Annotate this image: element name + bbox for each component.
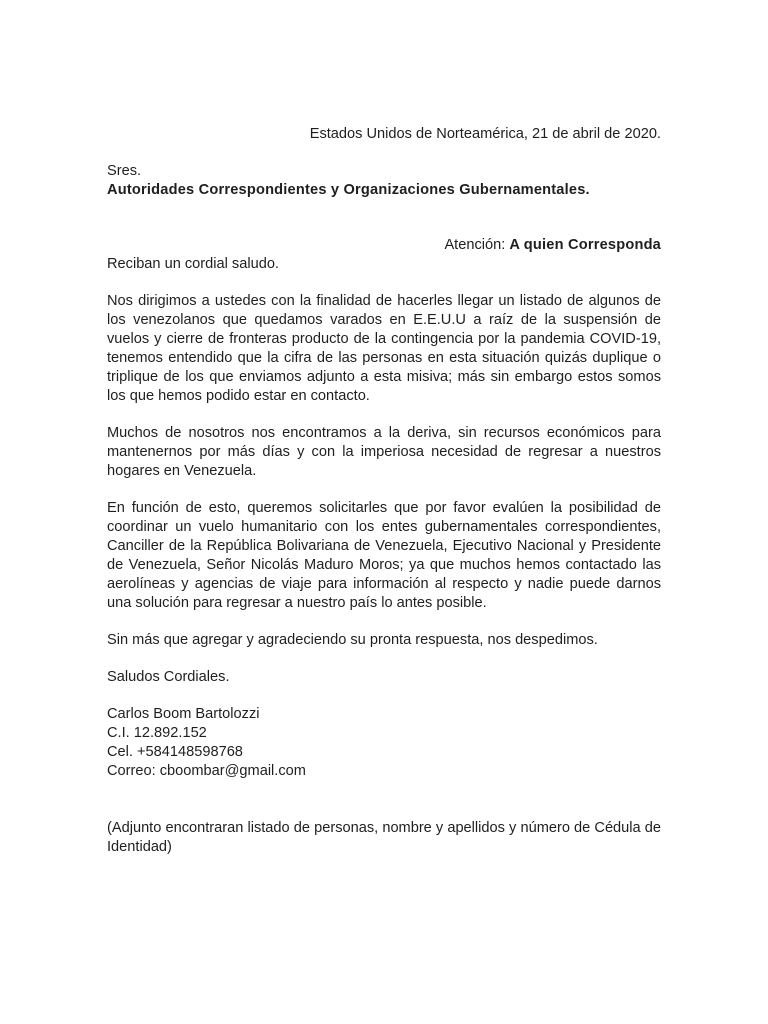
signature-phone: Cel. +584148598768 [107, 744, 243, 760]
body-paragraph-3: En función de esto, queremos solicitarles que por favor evalúen la posibilidad de coordinar un vuelo humanitario con los entes gubernamentales correspondientes, Canciller de la República Bolivariana de Venezuela, Ejecutivo Nacional y Presidente de Venezuela, Señor Nicolás Maduro Moros; ya que muchos hemos contactado las aerolíneas y agencias de viaje para información al respecto y nadie puede darnos una solución para regresar a nuestro país lo antes posible. [107, 500, 661, 611]
attention-value: A quien Corresponda [509, 237, 661, 253]
closing: Saludos Cordiales. [107, 669, 230, 685]
recipient-block [107, 162, 661, 200]
salutation-short: Sres. [107, 163, 142, 179]
body-paragraph-1: Nos dirigimos a ustedes con la finalidad de hacerles llegar un listado de algunos de los venezolanos que quedamos varados en E.E.U.U a raíz de la suspensión de vuelos y cierre de fronteras producto de la contingencia por la pandemia COVID-19, tenemos entendido que la cifra de las personas en esta situación quizás duplique o triplique de los que enviamos adjunto a esta misiva; más sin embargo estos somos los que hemos podido estar en contacto. [107, 293, 661, 404]
attention-label: Atención: [444, 237, 510, 253]
attachment-note: (Adjunto encontraran listado de personas, nombre y apellidos y número de Cédula de Identidad) [107, 820, 661, 855]
signature-ci: C.I. 12.892.152 [107, 725, 207, 741]
greeting: Reciban un cordial saludo. [107, 256, 279, 272]
attention-line [107, 236, 661, 255]
letter-page [107, 125, 661, 857]
signature-email: Correo: cboombar@gmail.com [107, 763, 306, 779]
signature-name: Carlos Boom Bartolozzi [107, 706, 260, 722]
signature-block [107, 705, 661, 781]
date-line: Estados Unidos de Norteamérica, 21 de abril de 2020. [309, 126, 661, 142]
body-paragraph-2: Muchos de nosotros nos encontramos a la deriva, sin recursos económicos para mantenernos por más días y con la imperiosa necesidad de regresar a nuestros hogares en Venezuela. [107, 425, 661, 479]
body-paragraph-4: Sin más que agregar y agradeciendo su pronta respuesta, nos despedimos. [107, 632, 598, 648]
recipient-name: Autoridades Correspondientes y Organizaciones Gubernamentales. [107, 182, 590, 198]
